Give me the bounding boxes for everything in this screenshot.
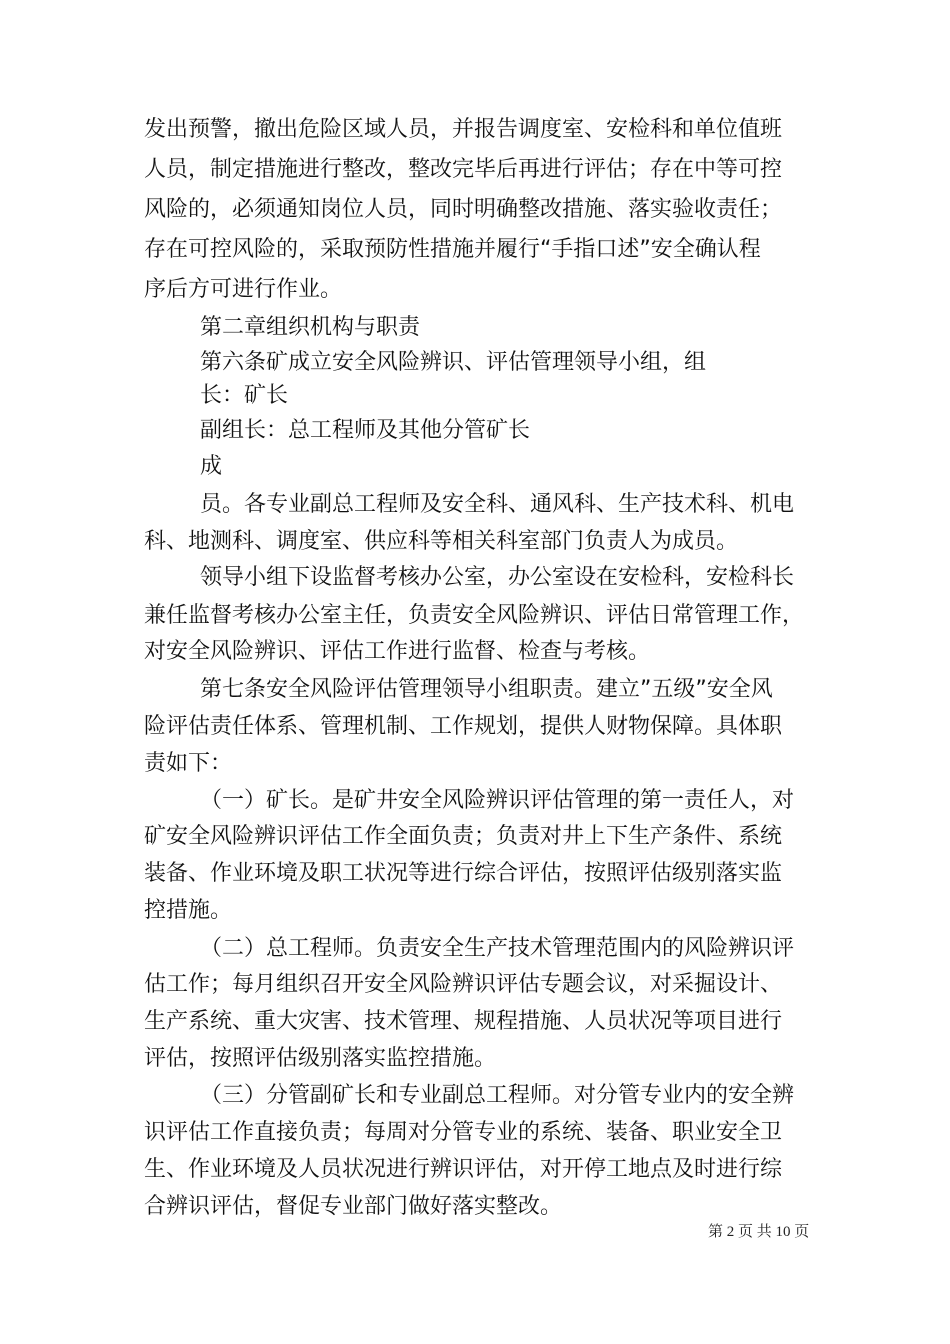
text-line: （一）矿长。是矿井安全风险辨识评估管理的第一责任人，对 — [200, 788, 795, 813]
text-line: 第七条安全风险评估管理领导小组职责。建立”五级”安全风 — [200, 677, 773, 702]
text-line: 识评估工作直接负责；每周对分管专业的系统、装备、职业安全卫 — [144, 1120, 783, 1145]
text-line: 合辨识评估，督促专业部门做好落实整改。 — [144, 1194, 563, 1219]
text-line: 风险的，必须通知岗位人员，同时明确整改措施、落实验收责任； — [144, 197, 783, 222]
text-line: 险评估责任体系、管理机制、工作规划，提供人财物保障。具体职 — [144, 714, 783, 739]
text-line: 控措施。 — [144, 898, 233, 923]
text-line: 兼任监督考核办公室主任，负责安全风险辨识、评估日常管理工作， — [144, 603, 805, 628]
text-line: 责如下： — [144, 751, 233, 776]
text-line: 副组长：总工程师及其他分管矿长 — [200, 418, 531, 443]
text-line: 第六条矿成立安全风险辨识、评估管理领导小组，组 — [200, 350, 707, 375]
text-line: 存在可控风险的，采取预防性措施并履行“手指口述”安全确认程 — [144, 237, 761, 262]
text-line: 序后方可进行作业。 — [144, 277, 343, 302]
text-line: 成 — [200, 454, 223, 479]
page-number-footer: 第 2 页 共 10 页 — [708, 1224, 810, 1240]
text-line: 人员，制定措施进行整改，整改完毕后再进行评估；存在中等可控 — [144, 157, 783, 182]
text-line: 对安全风险辨识、评估工作进行监督、检查与考核。 — [144, 639, 651, 664]
text-line: 生、作业环境及人员状况进行辨识评估，对开停工地点及时进行综 — [144, 1157, 783, 1182]
text-line: 生产系统、重大灾害、技术管理、规程措施、人员状况等项目进行 — [144, 1009, 783, 1034]
text-line: 装备、作业环境及职工状况等进行综合评估，按照评估级别落实监 — [144, 861, 783, 886]
text-line: 领导小组下设监督考核办公室，办公室设在安检科，安检科长 — [200, 565, 795, 590]
text-line: 科、地测科、调度室、供应科等相关科室部门负责人为成员。 — [144, 529, 739, 554]
text-line: （二）总工程师。负责安全生产技术管理范围内的风险辨识评 — [200, 936, 795, 961]
text-line: 估工作；每月组织召开安全风险辨识评估专题会议，对采掘设计、 — [144, 972, 783, 997]
text-line: 员。各专业副总工程师及安全科、通风科、生产技术科、机电 — [200, 492, 795, 517]
text-line: （三）分管副矿长和专业副总工程师。对分管专业内的安全辨 — [200, 1083, 795, 1108]
text-line: 评估，按照评估级别落实监控措施。 — [144, 1046, 497, 1071]
text-line: 发出预警，撤出危险区域人员，并报告调度室、安检科和单位值班 — [144, 117, 783, 142]
text-line: 矿安全风险辨识评估工作全面负责；负责对井上下生产条件、系统 — [144, 824, 783, 849]
chapter-heading: 第二章组织机构与职责 — [200, 315, 421, 340]
text-line: 长：矿长 — [200, 383, 289, 408]
